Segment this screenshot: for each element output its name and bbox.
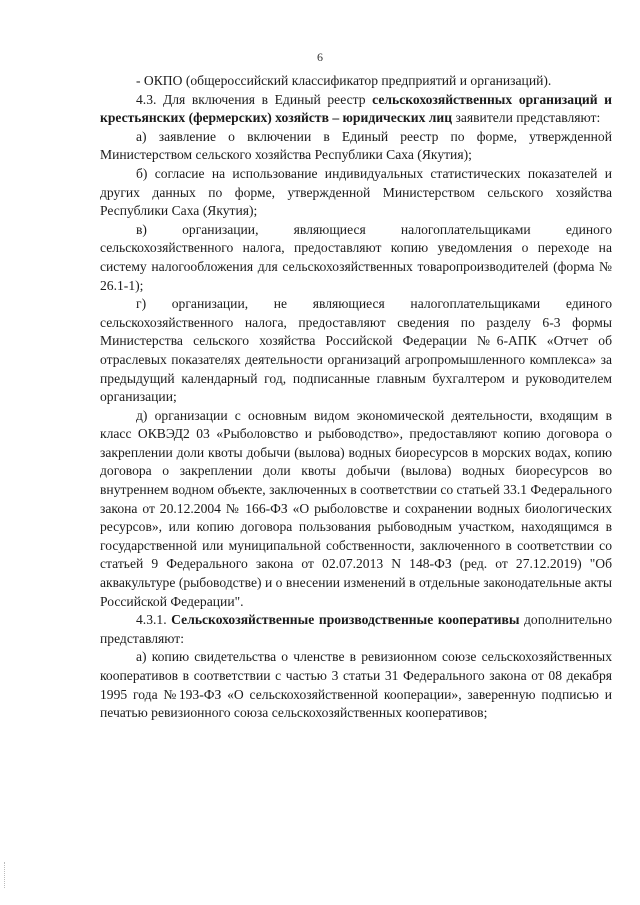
- document-body: [100, 72, 612, 723]
- list-item-a-2: а) копию свидетельства о членстве в ревизионном союзе сельскохозяйственных кооперативов в соответствии с частью 3 статьи 31 Федерального закона от 08 декабря 1995 года №193-ФЗ «О сельскохозяйственной кооперации», заверенную подписью и печатью ревизионного союза сельскохозяйственных кооперативов;: [100, 649, 612, 721]
- paragraph-text: Для включения в Единый реестр: [156, 91, 373, 107]
- page-number: 6: [317, 50, 323, 64]
- paragraph-okpo: - ОКПО (общероссийский классификатор предприятий и организаций).: [136, 73, 552, 88]
- bold-emphasis: Сельскохозяйственные производственные кооперативы: [166, 612, 520, 628]
- list-item-v: в) организации, являющиеся налогоплательщиками единого сельскохозяйственного налога, предоставляют копию уведомления о переходе на систему налогообложения для сельскохозяйственных товаропроизводителей (форма № 26.1-1);: [100, 221, 612, 293]
- margin-mark: [4, 862, 9, 888]
- paragraph-4-3-1: [100, 611, 612, 648]
- bold-emphasis: сельскохозяйственных организаций и крестьянских (фермерских) хозяйств – юридических лиц: [100, 91, 612, 126]
- list-item-a: а) заявление о включении в Единый реестр по форме, утвержденной Министерством сельского хозяйства Республики Саха (Якутия);: [100, 128, 612, 163]
- paragraph-text: заявители представляют:: [452, 110, 601, 126]
- list-item-d: д) организации с основным видом экономической деятельности, входящим в класс ОКВЭД2 03 «Рыболовство и рыбоводство», предоставляют копию договора о закреплении доли квоты добычи (вылова) водных биоресурсов в морских водах, копию договора о закреплении доли квоты добычи (вылова) водных биоресурсов во внутреннем водном объекте, заключенных в соответствии со статьей 33.1 Федерального закона от 20.12.2004 № 166-ФЗ «О рыболовстве и сохранении водных биологических ресурсов», или копию договора пользования рыбоводным участком, находящимся в государственной или муниципальной собственности, заключенного в соответствии со статьей 9 Федерального закона от 02.07.2013 N 148-ФЗ (ред. от 27.12.2019) "Об аквакультуре (рыбоводстве) и о внесении изменений в отдельные законодательные акты Российской Федерации".: [100, 407, 612, 609]
- section-number: 4.3.1.: [136, 612, 167, 628]
- paragraph-4-3: [100, 91, 612, 128]
- paragraph-text: дополнительно представляют:: [100, 612, 612, 646]
- list-item-b: б) согласие на использование индивидуальных статистических показателей и других данных по форме, утвержденной Министерством сельского хозяйства Республики Саха (Якутия);: [100, 165, 612, 219]
- section-number: 4.3.: [136, 91, 157, 107]
- list-item-g: г) организации, не являющиеся налогоплательщиками единого сельскохозяйственного налога, предоставляют сведения по разделу 6-3 формы Министерства сельского хозяйства Российской Федерации №6-АПК «Отчет об отраслевых показателях деятельности организаций агропромышленного комплекса» за предыдущий календарный год, подписанные главным бухгалтером и руководителем организации;: [100, 296, 612, 405]
